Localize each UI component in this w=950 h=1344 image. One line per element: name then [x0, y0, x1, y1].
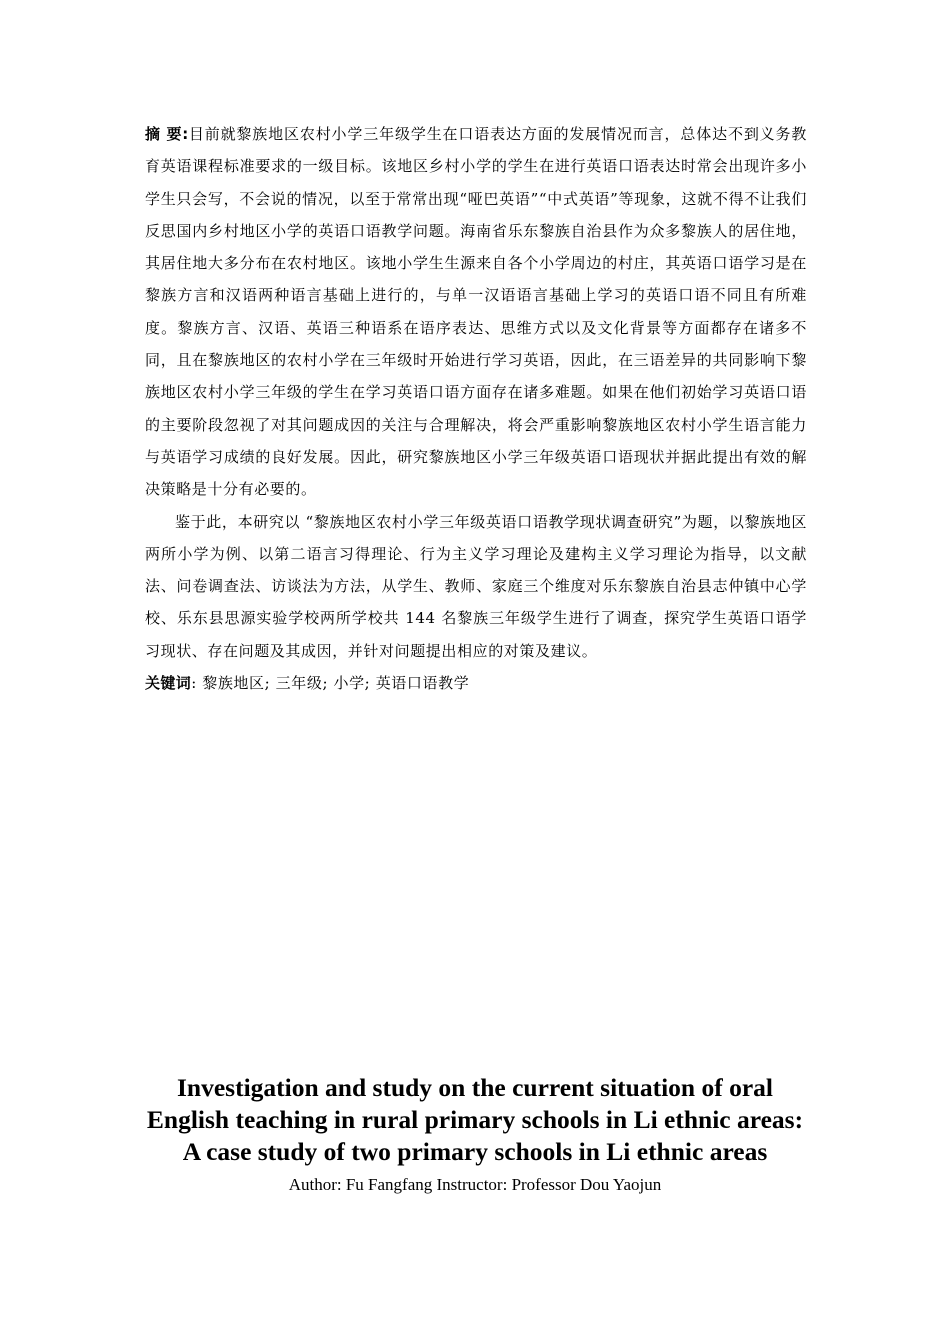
keywords-text: : 黎族地区; 三年级; 小学; 英语口语教学 [191, 674, 470, 693]
abstract-label: 摘 要: [145, 125, 189, 143]
chinese-abstract [145, 118, 807, 699]
english-title [95, 1072, 855, 1168]
abstract-paragraph-2: 鉴于此，本研究以 “黎族地区农村小学三年级英语口语教学现状调查研究”为题，以黎族地区两所小学为例、以第二语言习得理论、行为主义学习理论及建构主义学习理论为指导，以文献法、问卷调查法、访谈法为方法，从学生、教师、家庭三个维度对乐东黎族自治县志仲镇中心学校、乐东县思源实验学校两所学校共 144 名黎族三年级学生进行了调查，探究学生英语口语学习现状、存在问题及其成因，并针对问题提出相应的对策及建议。 [145, 512, 807, 660]
author-byline: Author: Fu Fangfang Instructor: Professor Dou Yaojun [288, 1175, 662, 1194]
english-title-line-2: English teaching in rural primary schools in Li ethnic areas: [146, 1105, 804, 1134]
english-title-line-1: Investigation and study on the current situation of oral [176, 1073, 773, 1102]
abstract-paragraph-1 [145, 118, 807, 506]
abstract-text-1: 目前就黎族地区农村小学三年级学生在口语表达方面的发展情况而言，总体达不到义务教育英语课程标准要求的一级目标。该地区乡村小学的学生在进行英语口语表达时常会出现许多小学生只会写，不会说的情况，以至于常常出现“哑巴英语”“中式英语”等现象，这就不得不让我们反思国内乡村地区小学的英语口语教学问题。海南省乐东黎族自治县作为众多黎族人的居住地，其居住地大多分布在农村地区。该地小学生生源来自各个小学周边的村庄，其英语口语学习是在黎族方言和汉语两种语言基础上进行的，与单一汉语语言基础上学习的英语口语不同且有所难度。黎族方言、汉语、英语三种语系在语序表达、思维方式以及文化背景等方面都存在诸多不同，且在黎族地区的农村小学在三年级时开始进行学习英语，因此，在三语差异的共同影响下黎族地区农村小学三年级的学生在学习英语口语方面存在诸多难题。如果在他们初始学习英语口语的主要阶段忽视了对其问题成因的关注与合理解决，将会严重影响黎族地区农村小学生语言能力与英语学习成绩的良好发展。因此，研究黎族地区小学三年级英语口语现状并据此提出有效的解决策略是十分有必要的。 [145, 125, 807, 499]
keywords-line [145, 667, 807, 699]
keywords-label: 关键词 [145, 674, 192, 693]
english-title-line-3: A case study of two primary schools in Li ethnic areas [182, 1137, 768, 1166]
